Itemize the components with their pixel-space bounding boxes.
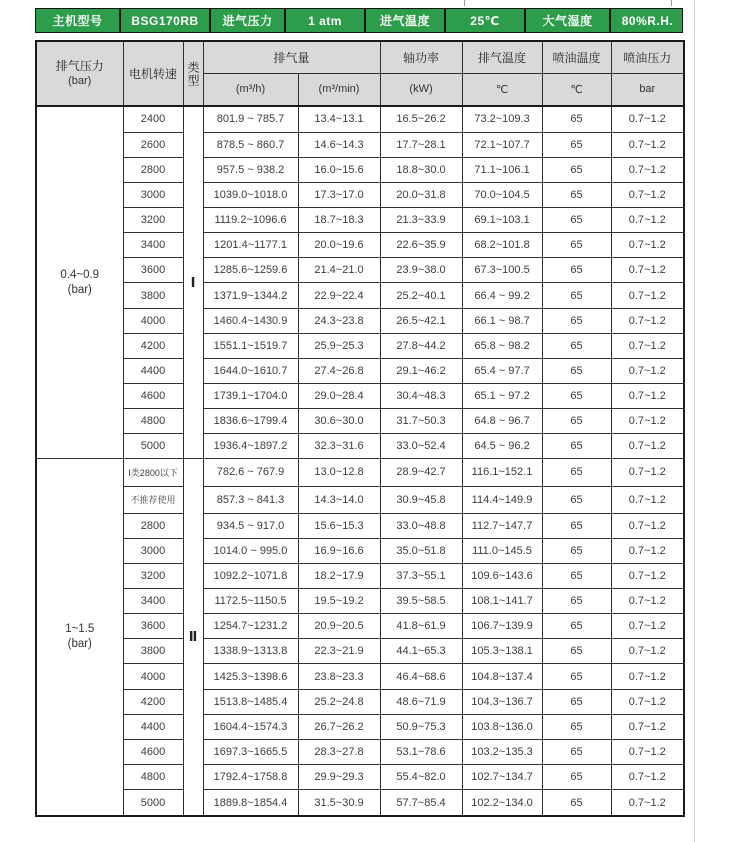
data-cell: 0.7~1.2 bbox=[611, 358, 684, 383]
col-header-type-label: 类型 bbox=[186, 60, 200, 87]
data-cell: 109.6~143.6 bbox=[462, 563, 542, 588]
table-row bbox=[36, 333, 684, 358]
motor-speed-cell: 2400 bbox=[123, 106, 183, 132]
motor-speed-cell: 4000 bbox=[123, 664, 183, 689]
data-cell: 65 bbox=[542, 714, 611, 739]
data-cell: 0.7~1.2 bbox=[611, 258, 684, 283]
table-row bbox=[36, 459, 684, 486]
data-cell: 65 bbox=[542, 486, 611, 513]
data-cell: 18.2~17.9 bbox=[298, 563, 380, 588]
data-cell: 1551.1~1519.7 bbox=[203, 333, 298, 358]
data-cell: 37.3~55.1 bbox=[380, 563, 462, 588]
data-cell: 28.9~42.7 bbox=[380, 459, 462, 486]
data-cell: 72.1~107.7 bbox=[462, 132, 542, 157]
data-cell: 0.7~1.2 bbox=[611, 333, 684, 358]
data-cell: 18.8~30.0 bbox=[380, 157, 462, 182]
motor-speed-cell: 3400 bbox=[123, 233, 183, 258]
data-cell: 64.8 ~ 96.7 bbox=[462, 409, 542, 434]
pressure-range-value: 0.4~0.9 bbox=[60, 268, 100, 281]
data-cell: 25.9~25.3 bbox=[298, 333, 380, 358]
col-header-oil-pressure-unit: bar bbox=[611, 73, 684, 106]
type-cell: Ⅱ bbox=[183, 459, 203, 816]
data-cell: 65 bbox=[542, 589, 611, 614]
col-header-oil-temp-unit: ℃ bbox=[542, 73, 611, 106]
data-cell: 65 bbox=[542, 614, 611, 639]
motor-speed-cell: 2800 bbox=[123, 157, 183, 182]
data-cell: 0.7~1.2 bbox=[611, 589, 684, 614]
data-cell: 26.7~26.2 bbox=[298, 714, 380, 739]
data-cell: 25.2~40.1 bbox=[380, 283, 462, 308]
spec-bar-cell: 进气温度 bbox=[366, 9, 446, 32]
data-cell: 29.0~28.4 bbox=[298, 384, 380, 409]
spec-bar-cell: BSG170RB bbox=[121, 9, 211, 32]
data-cell: 878.5 ~ 860.7 bbox=[203, 132, 298, 157]
data-cell: 16.9~16.6 bbox=[298, 538, 380, 563]
data-cell: 65.1 ~ 97.2 bbox=[462, 384, 542, 409]
table-row bbox=[36, 283, 684, 308]
pressure-range-cell bbox=[36, 106, 123, 459]
data-cell: 31.5~30.9 bbox=[298, 790, 380, 816]
data-cell: 65 bbox=[542, 308, 611, 333]
data-cell: 65 bbox=[542, 689, 611, 714]
col-header-shaft-power-unit: (kW) bbox=[380, 73, 462, 106]
data-cell: 105.3~138.1 bbox=[462, 639, 542, 664]
spec-bar-cell: 主机型号 bbox=[36, 9, 121, 32]
data-cell: 103.2~135.3 bbox=[462, 739, 542, 764]
data-cell: 48.6~71.9 bbox=[380, 689, 462, 714]
data-cell: 17.3~17.0 bbox=[298, 182, 380, 207]
data-cell: 65 bbox=[542, 513, 611, 538]
motor-speed-cell: 3800 bbox=[123, 639, 183, 664]
data-cell: 17.7~28.1 bbox=[380, 132, 462, 157]
data-cell: 1836.6~1799.4 bbox=[203, 409, 298, 434]
motor-speed-cell: 5000 bbox=[123, 434, 183, 459]
motor-speed-cell: 3600 bbox=[123, 614, 183, 639]
motor-speed-cell: 4200 bbox=[123, 689, 183, 714]
data-cell: 21.3~33.9 bbox=[380, 208, 462, 233]
table-row bbox=[36, 563, 684, 588]
col-header-oil-temp: 喷油温度 bbox=[542, 41, 611, 73]
data-cell: 27.4~26.8 bbox=[298, 358, 380, 383]
data-cell: 65 bbox=[542, 664, 611, 689]
pressure-range-value: 1~1.5 bbox=[65, 623, 95, 636]
table-row bbox=[36, 233, 684, 258]
table-row bbox=[36, 639, 684, 664]
data-cell: 0.7~1.2 bbox=[611, 689, 684, 714]
col-header-exhaust-pressure bbox=[36, 41, 123, 106]
motor-speed-cell: 不推荐使用 bbox=[123, 486, 183, 513]
data-cell: 30.9~45.8 bbox=[380, 486, 462, 513]
data-cell: 857.3 ~ 841.3 bbox=[203, 486, 298, 513]
data-cell: 65 bbox=[542, 409, 611, 434]
data-cell: 0.7~1.2 bbox=[611, 513, 684, 538]
data-cell: 70.0~104.5 bbox=[462, 182, 542, 207]
data-cell: 1513.8~1485.4 bbox=[203, 689, 298, 714]
data-cell: 1425.3~1398.6 bbox=[203, 664, 298, 689]
data-cell: 1739.1~1704.0 bbox=[203, 384, 298, 409]
data-cell: 0.7~1.2 bbox=[611, 409, 684, 434]
table-row bbox=[36, 182, 684, 207]
data-cell: 0.7~1.2 bbox=[611, 384, 684, 409]
data-cell: 0.7~1.2 bbox=[611, 283, 684, 308]
data-cell: 65 bbox=[542, 790, 611, 816]
data-cell: 25.2~24.8 bbox=[298, 689, 380, 714]
spec-table bbox=[35, 40, 685, 817]
col-header-type bbox=[183, 41, 203, 106]
table-row bbox=[36, 157, 684, 182]
data-cell: 29.9~29.3 bbox=[298, 765, 380, 790]
data-cell: 0.7~1.2 bbox=[611, 486, 684, 513]
data-cell: 1889.8~1854.4 bbox=[203, 790, 298, 816]
data-cell: 0.7~1.2 bbox=[611, 233, 684, 258]
data-cell: 0.7~1.2 bbox=[611, 714, 684, 739]
data-cell: 29.1~46.2 bbox=[380, 358, 462, 383]
motor-speed-cell: 3600 bbox=[123, 258, 183, 283]
data-cell: 65 bbox=[542, 358, 611, 383]
table-row bbox=[36, 538, 684, 563]
data-cell: 1172.5~1150.5 bbox=[203, 589, 298, 614]
data-cell: 111.0~145.5 bbox=[462, 538, 542, 563]
data-cell: 13.4~13.1 bbox=[298, 106, 380, 132]
table-row bbox=[36, 714, 684, 739]
data-cell: 0.7~1.2 bbox=[611, 208, 684, 233]
data-cell: 65 bbox=[542, 283, 611, 308]
data-cell: 116.1~152.1 bbox=[462, 459, 542, 486]
motor-speed-cell: 5000 bbox=[123, 790, 183, 816]
data-cell: 16.0~15.6 bbox=[298, 157, 380, 182]
table-row bbox=[36, 434, 684, 459]
table-row bbox=[36, 358, 684, 383]
data-cell: 14.3~14.0 bbox=[298, 486, 380, 513]
data-cell: 41.8~61.9 bbox=[380, 614, 462, 639]
data-cell: 65 bbox=[542, 132, 611, 157]
data-cell: 53.1~78.6 bbox=[380, 739, 462, 764]
data-cell: 26.5~42.1 bbox=[380, 308, 462, 333]
data-cell: 0.7~1.2 bbox=[611, 538, 684, 563]
col-header-capacity-unit-h: (m³/h) bbox=[203, 73, 298, 106]
data-cell: 0.7~1.2 bbox=[611, 563, 684, 588]
motor-speed-cell: 3400 bbox=[123, 589, 183, 614]
col-header-exhaust-temp-unit: ℃ bbox=[462, 73, 542, 106]
data-cell: 1460.4~1430.9 bbox=[203, 308, 298, 333]
data-cell: 73.2~109.3 bbox=[462, 106, 542, 132]
table-row bbox=[36, 384, 684, 409]
table-row bbox=[36, 106, 684, 132]
data-cell: 14.6~14.3 bbox=[298, 132, 380, 157]
data-cell: 1697.3~1665.5 bbox=[203, 739, 298, 764]
col-header-motor-speed: 电机转速 bbox=[123, 41, 183, 106]
data-cell: 65 bbox=[542, 765, 611, 790]
pressure-range-cell bbox=[36, 459, 123, 816]
table-row bbox=[36, 589, 684, 614]
data-cell: 1039.0~1018.0 bbox=[203, 182, 298, 207]
data-cell: 20.9~20.5 bbox=[298, 614, 380, 639]
data-cell: 1371.9~1344.2 bbox=[203, 283, 298, 308]
table-row bbox=[36, 689, 684, 714]
data-cell: 957.5 ~ 938.2 bbox=[203, 157, 298, 182]
crop-artifact-tick bbox=[671, 0, 672, 6]
data-cell: 65 bbox=[542, 208, 611, 233]
motor-speed-cell: 2600 bbox=[123, 132, 183, 157]
data-cell: 108.1~141.7 bbox=[462, 589, 542, 614]
spec-bar-cell: 1 atm bbox=[286, 9, 366, 32]
motor-speed-cell: 4400 bbox=[123, 714, 183, 739]
data-cell: 44.1~65.3 bbox=[380, 639, 462, 664]
data-cell: 33.0~48.8 bbox=[380, 513, 462, 538]
spec-bar-cell: 大气湿度 bbox=[526, 9, 611, 32]
data-cell: 19.5~19.2 bbox=[298, 589, 380, 614]
data-cell: 0.7~1.2 bbox=[611, 765, 684, 790]
motor-speed-cell: 4000 bbox=[123, 308, 183, 333]
spec-bar-cell: 80%R.H. bbox=[621, 13, 674, 28]
data-cell: 22.3~21.9 bbox=[298, 639, 380, 664]
data-cell: 0.7~1.2 bbox=[611, 664, 684, 689]
data-cell: 21.4~21.0 bbox=[298, 258, 380, 283]
col-header-exhaust-temp: 排气温度 bbox=[462, 41, 542, 73]
data-cell: 65 bbox=[542, 384, 611, 409]
table-row bbox=[36, 614, 684, 639]
table-row bbox=[36, 739, 684, 764]
motor-speed-cell: 4600 bbox=[123, 384, 183, 409]
motor-speed-cell: 4200 bbox=[123, 333, 183, 358]
data-cell: 65.4 ~ 97.7 bbox=[462, 358, 542, 383]
data-cell: 0.7~1.2 bbox=[611, 639, 684, 664]
data-cell: 0.7~1.2 bbox=[611, 182, 684, 207]
table-row bbox=[36, 208, 684, 233]
data-cell: 0.7~1.2 bbox=[611, 157, 684, 182]
data-cell: 1254.7~1231.2 bbox=[203, 614, 298, 639]
data-cell: 1285.6~1259.6 bbox=[203, 258, 298, 283]
data-cell: 24.3~23.8 bbox=[298, 308, 380, 333]
table-row bbox=[36, 790, 684, 816]
data-cell: 1092.2~1071.8 bbox=[203, 563, 298, 588]
motor-speed-cell: 3000 bbox=[123, 182, 183, 207]
data-cell: 15.6~15.3 bbox=[298, 513, 380, 538]
data-cell: 64.5 ~ 96.2 bbox=[462, 434, 542, 459]
data-cell: 28.3~27.8 bbox=[298, 739, 380, 764]
data-cell: 23.8~23.3 bbox=[298, 664, 380, 689]
data-cell: 1604.4~1574.3 bbox=[203, 714, 298, 739]
data-cell: 1936.4~1897.2 bbox=[203, 434, 298, 459]
motor-speed-cell: 3000 bbox=[123, 538, 183, 563]
data-cell: 30.4~48.3 bbox=[380, 384, 462, 409]
data-cell: 102.7~134.7 bbox=[462, 765, 542, 790]
motor-speed-cell: 4800 bbox=[123, 409, 183, 434]
data-cell: 66.1 ~ 98.7 bbox=[462, 308, 542, 333]
data-cell: 0.7~1.2 bbox=[611, 106, 684, 132]
data-cell: 46.4~68.6 bbox=[380, 664, 462, 689]
table-row bbox=[36, 486, 684, 513]
data-cell: 0.7~1.2 bbox=[611, 434, 684, 459]
data-cell: 33.0~52.4 bbox=[380, 434, 462, 459]
data-cell: 801.9 ~ 785.7 bbox=[203, 106, 298, 132]
data-cell: 20.0~31.8 bbox=[380, 182, 462, 207]
data-cell: 32.3~31.6 bbox=[298, 434, 380, 459]
data-cell: 65.8 ~ 98.2 bbox=[462, 333, 542, 358]
motor-speed-cell: Ⅰ类2800以下 bbox=[123, 459, 183, 486]
table-row bbox=[36, 765, 684, 790]
data-cell: 1338.9~1313.8 bbox=[203, 639, 298, 664]
crop-artifact-tick bbox=[464, 0, 465, 6]
data-cell: 104.8~137.4 bbox=[462, 664, 542, 689]
data-cell: 67.3~100.5 bbox=[462, 258, 542, 283]
data-cell: 65 bbox=[542, 434, 611, 459]
data-cell: 65 bbox=[542, 333, 611, 358]
type-cell: Ⅰ bbox=[183, 106, 203, 459]
data-cell: 1644.0~1610.7 bbox=[203, 358, 298, 383]
header-row-1 bbox=[36, 41, 684, 73]
data-cell: 114.4~149.9 bbox=[462, 486, 542, 513]
data-cell: 65 bbox=[542, 258, 611, 283]
col-header-exhaust-pressure-unit: (bar) bbox=[68, 74, 92, 87]
data-cell: 0.7~1.2 bbox=[611, 790, 684, 816]
table-row bbox=[36, 258, 684, 283]
data-cell: 65 bbox=[542, 233, 611, 258]
page-edge-line bbox=[694, 0, 695, 842]
spec-bar-cell: 25℃ bbox=[446, 9, 526, 32]
data-cell: 65 bbox=[542, 639, 611, 664]
data-cell: 65 bbox=[542, 106, 611, 132]
data-cell: 50.9~75.3 bbox=[380, 714, 462, 739]
data-cell: 65 bbox=[542, 739, 611, 764]
data-cell: 1792.4~1758.8 bbox=[203, 765, 298, 790]
motor-speed-cell: 3200 bbox=[123, 208, 183, 233]
data-cell: 0.7~1.2 bbox=[611, 459, 684, 486]
data-cell: 23.9~38.0 bbox=[380, 258, 462, 283]
data-cell: 1201.4~1177.1 bbox=[203, 233, 298, 258]
table-row bbox=[36, 409, 684, 434]
data-cell: 65 bbox=[542, 182, 611, 207]
data-cell: 55.4~82.0 bbox=[380, 765, 462, 790]
data-cell: 1119.2~1096.6 bbox=[203, 208, 298, 233]
table-row bbox=[36, 132, 684, 157]
col-header-shaft-power: 轴功率 bbox=[380, 41, 462, 73]
motor-speed-cell: 4600 bbox=[123, 739, 183, 764]
data-cell: 782.6 ~ 767.9 bbox=[203, 459, 298, 486]
col-header-exhaust-pressure-label: 排气压力 bbox=[55, 58, 104, 73]
data-cell: 112.7~147.7 bbox=[462, 513, 542, 538]
table-row bbox=[36, 513, 684, 538]
motor-speed-cell: 4400 bbox=[123, 358, 183, 383]
data-cell: 1014.0 ~ 995.0 bbox=[203, 538, 298, 563]
data-cell: 57.7~85.4 bbox=[380, 790, 462, 816]
data-cell: 30.6~30.0 bbox=[298, 409, 380, 434]
data-cell: 39.5~58.5 bbox=[380, 589, 462, 614]
pressure-range-unit: (bar) bbox=[67, 283, 92, 296]
data-cell: 65 bbox=[542, 459, 611, 486]
table-body bbox=[36, 106, 684, 816]
data-cell: 0.7~1.2 bbox=[611, 132, 684, 157]
data-cell: 71.1~106.1 bbox=[462, 157, 542, 182]
spec-bar-cell: 进气压力 bbox=[211, 9, 286, 32]
data-cell: 68.2~101.8 bbox=[462, 233, 542, 258]
data-cell: 0.7~1.2 bbox=[611, 614, 684, 639]
data-cell: 103.8~136.0 bbox=[462, 714, 542, 739]
table-row bbox=[36, 664, 684, 689]
data-cell: 22.6~35.9 bbox=[380, 233, 462, 258]
data-cell: 0.7~1.2 bbox=[611, 308, 684, 333]
data-cell: 22.9~22.4 bbox=[298, 283, 380, 308]
motor-speed-cell: 4800 bbox=[123, 765, 183, 790]
data-cell: 934.5 ~ 917.0 bbox=[203, 513, 298, 538]
data-cell: 104.3~136.7 bbox=[462, 689, 542, 714]
data-cell: 66.4 ~ 99.2 bbox=[462, 283, 542, 308]
data-cell: 20.0~19.6 bbox=[298, 233, 380, 258]
data-cell: 65 bbox=[542, 538, 611, 563]
data-cell: 65 bbox=[542, 157, 611, 182]
motor-speed-cell: 2800 bbox=[123, 513, 183, 538]
data-cell: 18.7~18.3 bbox=[298, 208, 380, 233]
data-cell: 16.5~26.2 bbox=[380, 106, 462, 132]
motor-speed-cell: 3800 bbox=[123, 283, 183, 308]
spec-bar bbox=[35, 8, 683, 33]
data-cell: 31.7~50.3 bbox=[380, 409, 462, 434]
data-cell: 35.0~51.8 bbox=[380, 538, 462, 563]
col-header-oil-pressure: 喷油压力 bbox=[611, 41, 684, 73]
data-cell: 106.7~139.9 bbox=[462, 614, 542, 639]
table-header bbox=[36, 41, 684, 106]
col-header-capacity-unit-min: (m³/min) bbox=[298, 73, 380, 106]
col-header-capacity: 排气量 bbox=[203, 41, 380, 73]
motor-speed-cell: 3200 bbox=[123, 563, 183, 588]
pressure-range-unit: (bar) bbox=[67, 638, 92, 651]
data-cell: 65 bbox=[542, 563, 611, 588]
data-cell: 0.7~1.2 bbox=[611, 739, 684, 764]
table-row bbox=[36, 308, 684, 333]
data-cell: 102.2~134.0 bbox=[462, 790, 542, 816]
data-cell: 27.8~44.2 bbox=[380, 333, 462, 358]
data-cell: 69.1~103.1 bbox=[462, 208, 542, 233]
data-cell: 13.0~12.8 bbox=[298, 459, 380, 486]
